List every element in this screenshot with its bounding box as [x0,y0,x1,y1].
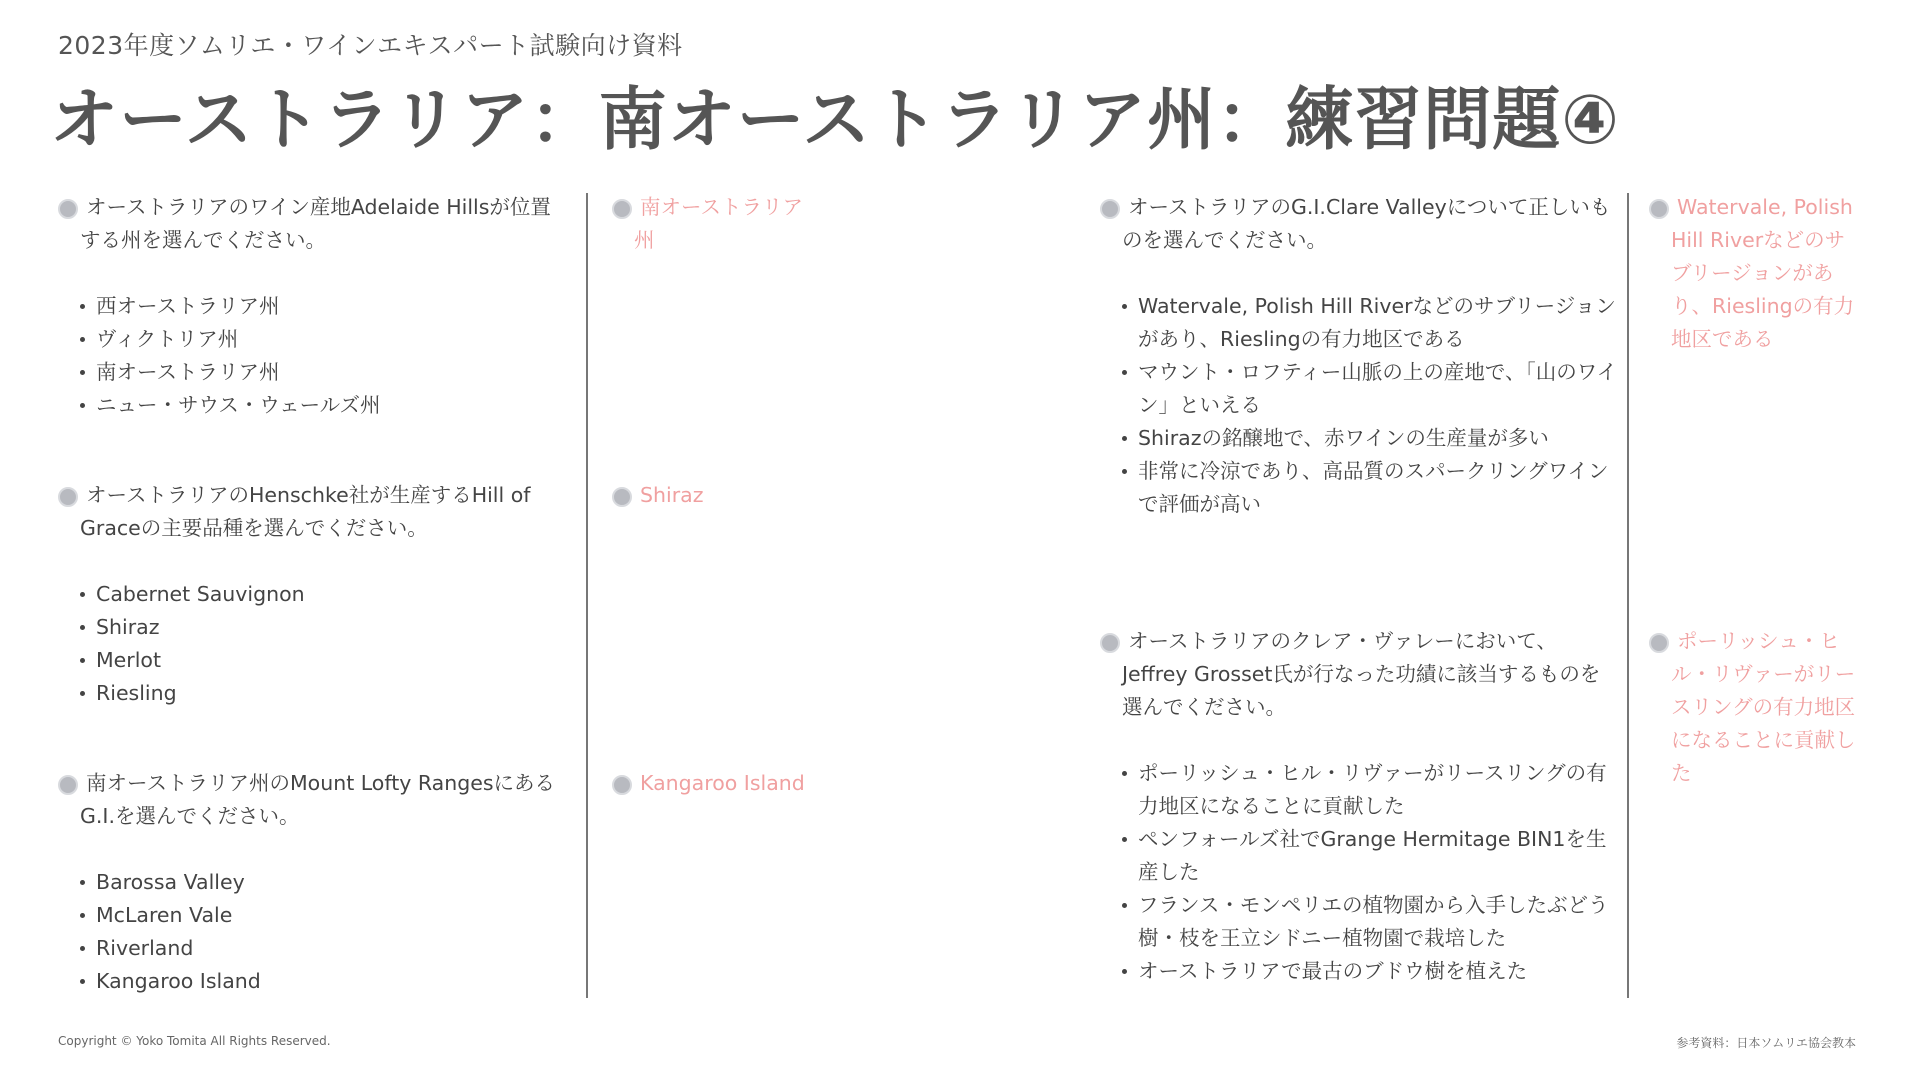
answer-block-2 [612,479,852,512]
copyright-text: Copyright © Yoko Tomita All Rights Reserved. [58,1034,331,1048]
answer-bullet-icon [612,775,632,795]
answer-bullet-icon [1649,633,1669,653]
slide-title: オーストラリア：南オーストラリア州：練習問題④ [50,81,1620,160]
question-block-2 [58,479,568,710]
question-text: オーストラリアのHenschke社が生産するHill of Graceの主要品種を選んでください。 [58,479,568,545]
question-text: オーストラリアのクレア・ヴァレーにおいて、Jeffrey Grosset氏が行なった功績に該当するものを選んでください。 [1100,625,1620,724]
answer-block-5 [1649,625,1859,790]
option-item: McLaren Vale [58,899,568,932]
option-item: ニュー・サウス・ウェールズ州 [58,389,568,422]
option-item: Shirazの銘醸地で、赤ワインの生産量が多い [1100,422,1620,455]
question-bullet-icon [1100,199,1120,219]
option-item: Riesling [58,677,568,710]
question-bullet-icon [58,487,78,507]
option-item: Watervale, Polish Hill Riverなどのサブリージョンがあり、Rieslingの有力地区である [1100,290,1620,356]
question-text: オーストラリアのワイン産地Adelaide Hillsが位置する州を選んでください。 [58,191,568,257]
option-list [58,290,568,422]
question-bullet-icon [58,199,78,219]
answer-bullet-icon [612,487,632,507]
option-item: ポーリッシュ・ヒル・リヴァーがリースリングの有力地区になることに貢献した [1100,757,1620,823]
option-list [1100,757,1620,988]
answer-bullet-icon [1649,199,1669,219]
option-item: Kangaroo Island [58,965,568,998]
question-bullet-icon [1100,633,1120,653]
option-item: Shiraz [58,611,568,644]
option-list [1100,290,1620,521]
answer-block-3 [612,767,852,800]
question-block-5 [1100,625,1620,988]
option-item: 南オーストラリア州 [58,356,568,389]
column-divider-right [1627,193,1629,998]
answer-text: Shiraz [612,479,852,512]
question-block-4 [1100,191,1620,521]
question-text: 南オーストラリア州のMount Lofty RangesにあるG.I.を選んでください。 [58,767,568,833]
option-item: フランス・モンペリエの植物園から入手したぶどう樹・枝を王立シドニー植物園で栽培した [1100,889,1620,955]
question-block-1 [58,191,568,422]
option-item: Cabernet Sauvignon [58,578,568,611]
option-list [58,578,568,710]
option-item: ヴィクトリア州 [58,323,568,356]
answer-text: 南オーストラリア州 [612,191,812,257]
answer-text: Watervale, Polish Hill Riverなどのサブリージョンがあり、Rieslingの有力地区である [1649,191,1859,356]
answer-text: Kangaroo Island [612,767,852,800]
option-item: 非常に冷涼であり、高品質のスパークリングワインで評価が高い [1100,455,1620,521]
option-list [58,866,568,998]
option-item: ペンフォールズ社でGrange Hermitage BIN1を生産した [1100,823,1620,889]
answer-block-1 [612,191,812,257]
question-bullet-icon [58,775,78,795]
slide-subtitle: 2023年度ソムリエ・ワインエキスパート試験向け資料 [58,31,683,60]
question-block-3 [58,767,568,998]
answer-block-4 [1649,191,1859,356]
reference-text: 参考資料：日本ソムリエ協会教本 [1676,1036,1856,1050]
column-divider-left [586,193,588,998]
option-item: Riverland [58,932,568,965]
option-item: オーストラリアで最古のブドウ樹を植えた [1100,955,1620,988]
option-item: Barossa Valley [58,866,568,899]
option-item: Merlot [58,644,568,677]
answer-bullet-icon [612,199,632,219]
question-text: オーストラリアのG.I.Clare Valleyについて正しいものを選んでください。 [1100,191,1620,257]
answer-text: ポーリッシュ・ヒル・リヴァーがリースリングの有力地区になることに貢献した [1649,625,1859,790]
option-item: マウント・ロフティー山脈の上の産地で、「山のワイン」といえる [1100,356,1620,422]
option-item: 西オーストラリア州 [58,290,568,323]
